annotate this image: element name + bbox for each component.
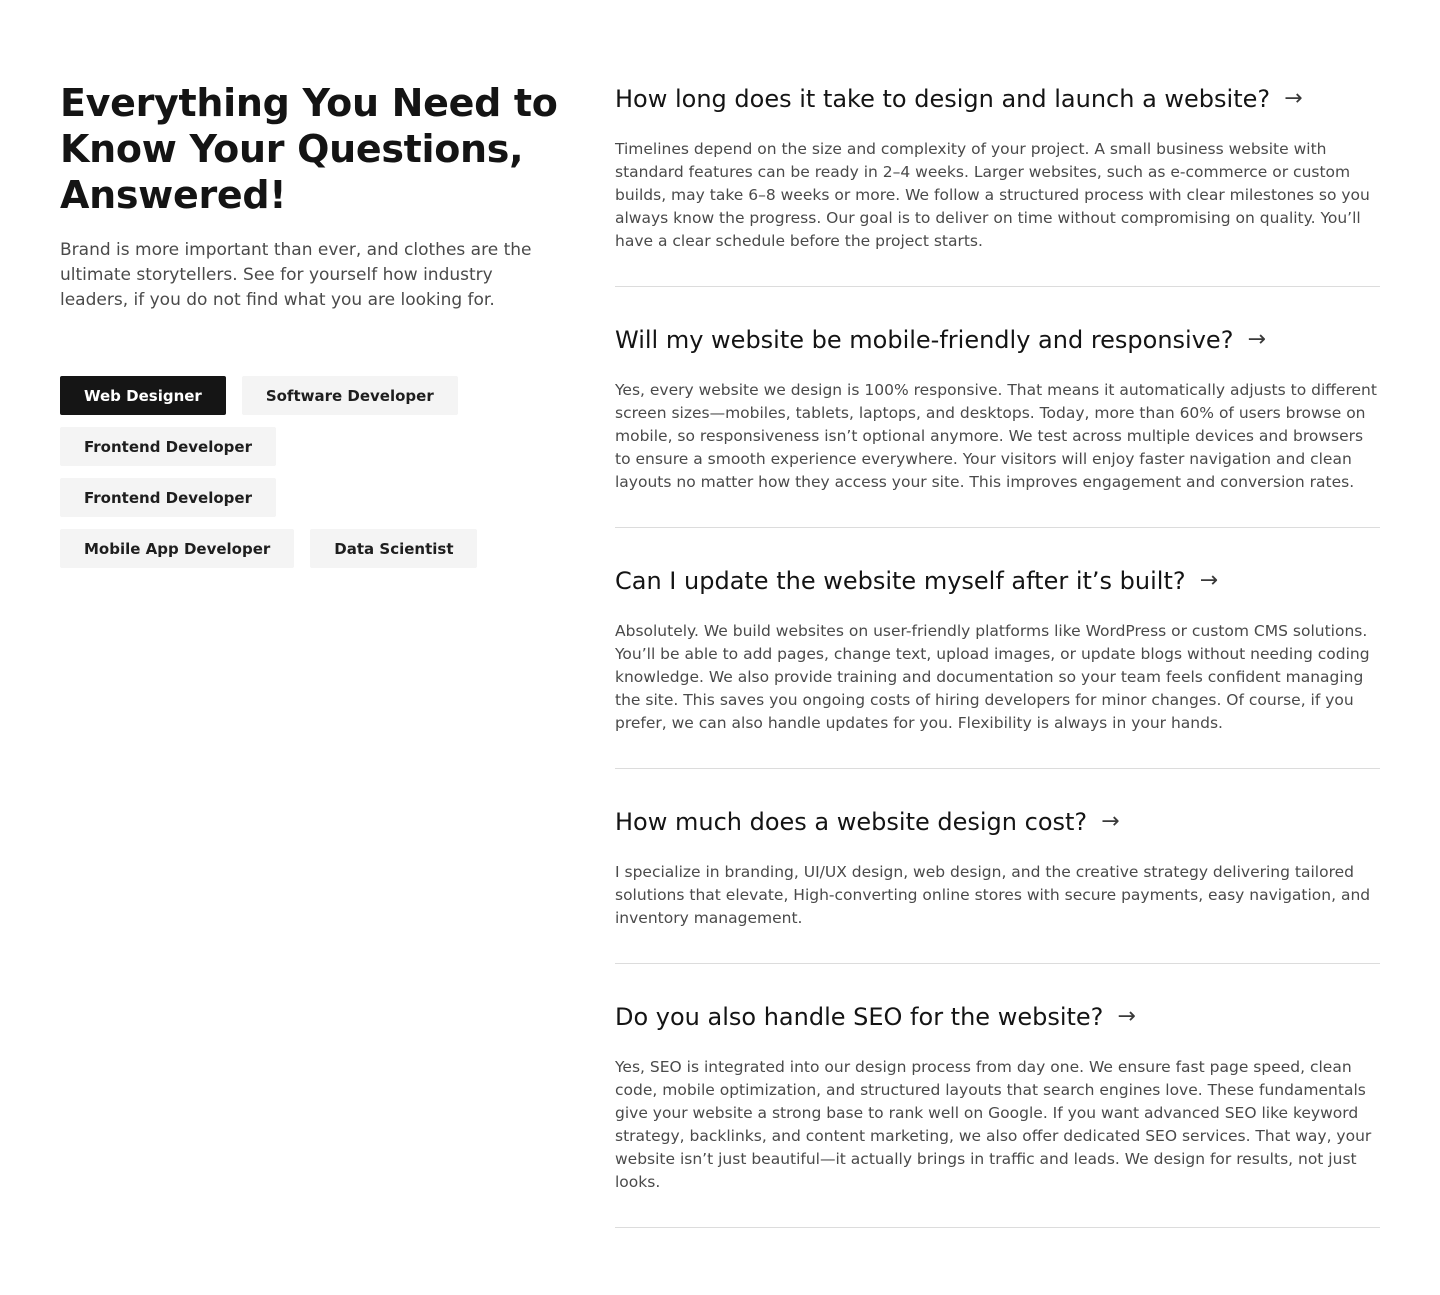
faq-answer: Absolutely. We build websites on user-friendly platforms like WordPress or custom CMS solutions. You’ll be able to add pages, change text, upload images, or update blogs without needing coding knowledge. We also provide training and documentation so your team feels confident managing the site. This saves you ongoing costs of hiring developers for minor changes. Of course, if you prefer, we can also handle updates for you. Flexibility is always in your hands. xyxy=(615,622,1370,732)
tag-frontend-developer[interactable]: Frontend Developer xyxy=(60,427,276,466)
arrow-right-icon: → xyxy=(1284,86,1303,111)
faq-question-text: How long does it take to design and launch a website? xyxy=(615,85,1271,113)
arrow-right-icon: → xyxy=(1247,327,1266,352)
faq-item xyxy=(615,82,1380,287)
faq-item xyxy=(615,564,1380,769)
page-subtitle: Brand is more important than ever, and clothes are the ultimate storytellers. See for yourself how industry leaders, if you do not find what you are looking for. xyxy=(60,240,532,310)
arrow-right-icon: → xyxy=(1199,568,1219,593)
category-tags xyxy=(60,376,500,568)
faq-question[interactable] xyxy=(615,323,1380,357)
faq-item xyxy=(615,323,1380,528)
faq-answer: Timelines depend on the size and complexity of your project. A small business website with standard features can be ready in 2–4 weeks. Larger websites, such as e-commerce or custom builds, may take 6–8 weeks or more. We follow a structured process with clear milestones so you always know the progress. Our goal is to deliver on time without compromising on quality. You’ll have a clear schedule before the project starts. xyxy=(615,140,1370,250)
faq-answer: I specialize in branding, UI/UX design, web design, and the creative strategy delivering tailored solutions that elevate, High-converting online stores with secure payments, easy navigation, and inventory management. xyxy=(615,863,1371,927)
tag-web-designer[interactable]: Web Designer xyxy=(60,376,226,415)
arrow-right-icon: → xyxy=(1117,1004,1136,1029)
faq-question-text: Can I update the website myself after it’s built? xyxy=(615,567,1186,595)
faq-question-text: How much does a website design cost? xyxy=(615,808,1088,836)
faq-item xyxy=(615,805,1380,964)
faq-intro xyxy=(60,80,560,568)
faq-list xyxy=(615,82,1380,1264)
faq-question-text: Will my website be mobile-friendly and responsive? xyxy=(615,326,1234,354)
faq-question[interactable] xyxy=(615,805,1380,839)
tag-frontend-developer-2[interactable]: Frontend Developer xyxy=(60,478,276,517)
tag-software-developer[interactable]: Software Developer xyxy=(242,376,458,415)
faq-question[interactable] xyxy=(615,564,1380,598)
faq-answer: Yes, SEO is integrated into our design process from day one. We ensure fast page speed, clean code, mobile optimization, and structured layouts that search engines love. These fundamentals give your website a strong base to rank well on Google. If you want advanced SEO like keyword strategy, backlinks, and content marketing, we also offer dedicated SEO services. That way, your website isn’t just beautiful—it actually brings in traffic and leads. We design for results, not just looks. xyxy=(615,1058,1372,1191)
faq-question-text: Do you also handle SEO for the website? xyxy=(615,1003,1104,1031)
faq-item xyxy=(615,1000,1380,1228)
faq-question[interactable] xyxy=(615,82,1380,116)
page-title: Everything You Need to Know Your Questions, Answered! xyxy=(60,81,558,217)
tag-mobile-app-developer[interactable]: Mobile App Developer xyxy=(60,529,294,568)
faq-answer: Yes, every website we design is 100% responsive. That means it automatically adjusts to different screen sizes—mobiles, tablets, laptops, and desktops. Today, more than 60% of users browse on mobile, so responsiveness isn’t optional anymore. We test across multiple devices and browsers to ensure a smooth experience everywhere. Your visitors will enjoy faster navigation and clean layouts no matter how they access your site. This improves engagement and conversion rates. xyxy=(615,381,1377,491)
arrow-right-icon: → xyxy=(1101,809,1120,834)
faq-question[interactable] xyxy=(615,1000,1380,1034)
tag-data-scientist[interactable]: Data Scientist xyxy=(310,529,477,568)
